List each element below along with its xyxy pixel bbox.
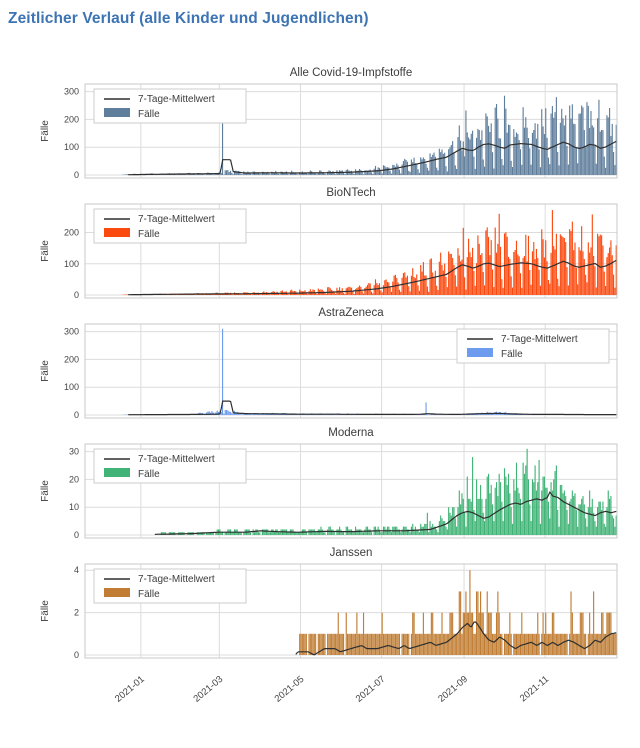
y-tick-label: 200: [64, 354, 79, 364]
x-axis-labels: [0, 664, 640, 726]
charts-figure: [0, 64, 640, 726]
y-axis-label: Fälle: [40, 360, 51, 382]
legend-bar-label: Fälle: [138, 109, 160, 120]
legend: [94, 449, 246, 483]
y-tick-label: 100: [64, 382, 79, 392]
y-tick-label: 30: [69, 447, 79, 457]
y-tick-label: 300: [64, 327, 79, 337]
chart-alle-covid-19-impfstoffe: [0, 64, 640, 184]
chart-title: Alle Covid-19-Impfstoffe: [290, 67, 413, 79]
legend-line-label: 7-Tage-Mittelwert: [138, 94, 215, 105]
chart-astrazeneca: [0, 304, 640, 424]
legend-line-label: 7-Tage-Mittelwert: [138, 454, 215, 465]
legend-line-label: 7-Tage-Mittelwert: [138, 574, 215, 585]
legend-bar-swatch: [104, 228, 130, 237]
y-tick-label: 200: [64, 114, 79, 124]
legend: [94, 89, 246, 123]
y-tick-label: 4: [74, 565, 79, 575]
chart-janssen: [0, 544, 640, 664]
legend-bar-swatch: [467, 348, 493, 357]
y-axis-label: Fälle: [40, 120, 51, 142]
x-tick-label: 2021-01: [113, 674, 147, 705]
legend: [94, 569, 246, 603]
y-axis-label: Fälle: [40, 240, 51, 262]
chart-moderna: [0, 424, 640, 544]
page-title: Zeitlicher Verlauf (alle Kinder und Jugendlichen): [8, 10, 640, 28]
report-page: [0, 10, 640, 726]
y-tick-label: 100: [64, 142, 79, 152]
x-tick-label: 2021-03: [191, 674, 225, 705]
chart-biontech: [0, 184, 640, 304]
legend-line-label: 7-Tage-Mittelwert: [501, 334, 578, 345]
x-tick-label: 2021-09: [436, 674, 470, 705]
legend-bar-swatch: [104, 108, 130, 117]
y-tick-label: 200: [64, 228, 79, 238]
legend-bar-label: Fälle: [138, 229, 160, 240]
x-tick-label: 2021-07: [354, 674, 388, 705]
y-tick-label: 0: [74, 650, 79, 660]
legend-bar-swatch: [104, 468, 130, 477]
legend: [94, 209, 246, 243]
y-axis-label: Fälle: [40, 480, 51, 502]
y-tick-label: 2: [74, 608, 79, 618]
legend-bar-label: Fälle: [501, 349, 523, 360]
y-axis-label: Fälle: [40, 600, 51, 622]
x-tick-label: 2021-05: [273, 674, 307, 705]
legend: [457, 329, 609, 363]
y-tick-label: 100: [64, 259, 79, 269]
y-tick-label: 10: [69, 502, 79, 512]
y-tick-label: 300: [64, 87, 79, 97]
y-tick-label: 0: [74, 170, 79, 180]
y-tick-label: 20: [69, 474, 79, 484]
x-tick-label: 2021-11: [518, 674, 551, 704]
legend-bar-label: Fälle: [138, 589, 160, 600]
y-tick-label: 0: [74, 530, 79, 540]
y-tick-label: 0: [74, 290, 79, 300]
chart-title: Janssen: [330, 547, 373, 559]
chart-title: AstraZeneca: [318, 307, 384, 319]
chart-title: BioNTech: [326, 187, 375, 199]
chart-title: Moderna: [328, 427, 374, 439]
legend-bar-swatch: [104, 588, 130, 597]
legend-line-label: 7-Tage-Mittelwert: [138, 214, 215, 225]
legend-bar-label: Fälle: [138, 469, 160, 480]
y-tick-label: 0: [74, 410, 79, 420]
